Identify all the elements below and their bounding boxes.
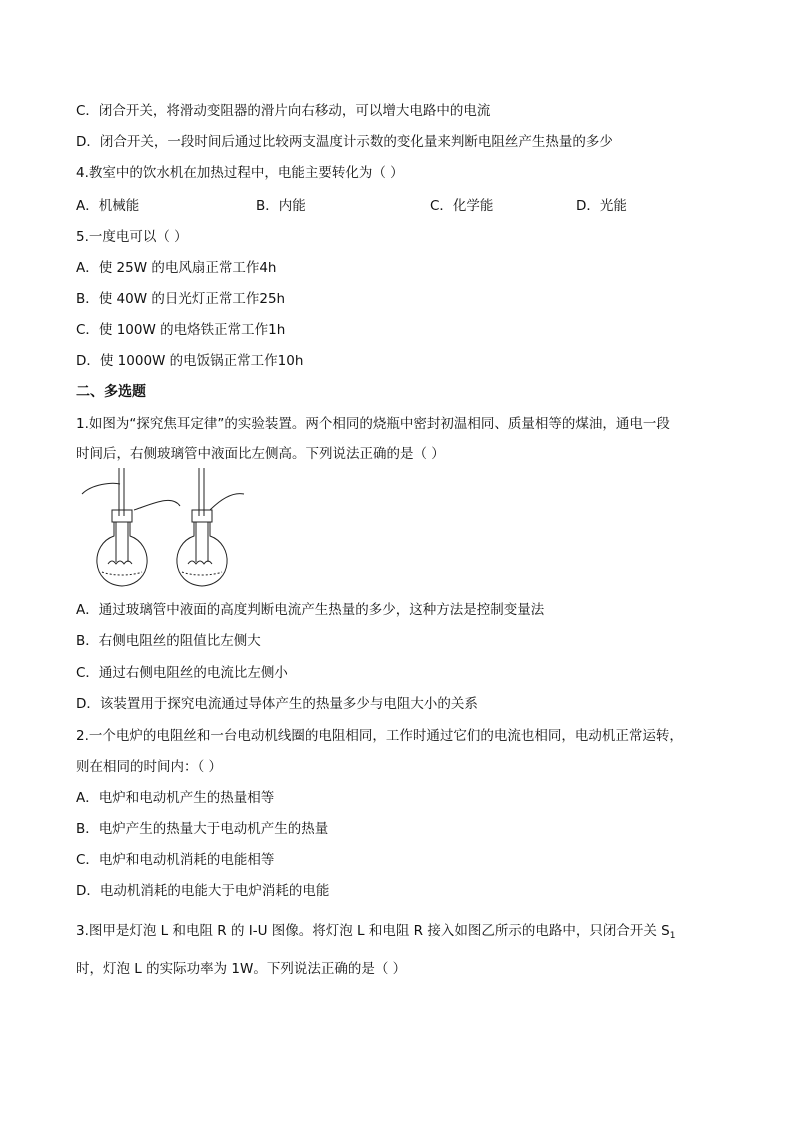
m1-option-a: A．通过玻璃管中液面的高度判断电流产生热量的多少，这种方法是控制变量法 — [76, 602, 545, 618]
q4-option-d: D．光能 — [576, 198, 627, 214]
m2-stem-line1: 2.一个电炉的电阻丝和一台电动机线圈的电阻相同，工作时通过它们的电流也相同，电动机正常运转， — [76, 728, 683, 744]
q5-option-b: B．使 40W 的日光灯正常工作25h — [76, 291, 286, 307]
q4-option-a: A．机械能 — [76, 198, 140, 214]
q5-option-d: D．使 1000W 的电饭锅正常工作10h — [76, 353, 304, 369]
m2-stem-line2: 则在相同的时间内：（ ） — [76, 759, 223, 775]
q3-option-c: C．闭合开关，将滑动变阻器的滑片向右移动，可以增大电路中的电流 — [76, 103, 491, 119]
section-heading-multi-choice: 二、多选题 — [76, 384, 146, 400]
right-flask — [177, 468, 227, 586]
q5-option-c: C．使 100W 的电烙铁正常工作1h — [76, 322, 286, 338]
middle-wire — [134, 500, 180, 510]
m2-option-a: A．电炉和电动机产生的热量相等 — [76, 790, 275, 806]
left-flask — [97, 468, 147, 586]
q4-option-c: C．化学能 — [430, 198, 494, 214]
q3-option-d: D．闭合开关，一段时间后通过比较两支温度计示数的变化量来判断电阻丝产生热量的多少 — [76, 134, 613, 150]
m1-option-d: D．该装置用于探究电流通过导体产生的热量多少与电阻大小的关系 — [76, 696, 478, 712]
q5-stem: 5.一度电可以（ ） — [76, 229, 188, 245]
m2-option-d: D．电动机消耗的电能大于电炉消耗的电能 — [76, 883, 330, 899]
m3-stem-line2: 时，灯泡 L 的实际功率为 1W。下列说法正确的是（ ） — [76, 961, 407, 977]
m1-option-b: B．右侧电阻丝的阻值比左侧大 — [76, 633, 261, 649]
m3-stem-line1 — [76, 922, 675, 945]
joule-law-apparatus-figure — [72, 464, 252, 594]
m3-stem-text: 3.图甲是灯泡 L 和电阻 R 的 I-U 图像。将灯泡 L 和电阻 R 接入如图乙所示的电路中，只闭合开关 S — [76, 923, 670, 939]
right-wire — [210, 494, 244, 510]
m1-stem-line2: 时间后，右侧玻璃管中液面比左侧高。下列说法正确的是（ ） — [76, 446, 445, 462]
q5-option-a: A．使 25W 的电风扇正常工作4h — [76, 260, 277, 276]
q4-options — [76, 197, 676, 215]
m1-option-c: C．通过右侧电阻丝的电流比左侧小 — [76, 665, 288, 681]
left-wire — [82, 483, 120, 494]
m1-stem-line1: 1.如图为“探究焦耳定律”的实验装置。两个相同的烧瓶中密封初温相同、质量相等的煤油，通电一段 — [76, 416, 670, 432]
q4-stem: 4.教室中的饮水机在加热过程中，电能主要转化为（ ） — [76, 165, 404, 181]
m2-option-b: B．电炉产生的热量大于电动机产生的热量 — [76, 821, 329, 837]
m3-subscript: 1 — [669, 931, 676, 941]
q4-option-b: B．内能 — [256, 198, 306, 214]
m2-option-c: C．电炉和电动机消耗的电能相等 — [76, 852, 275, 868]
